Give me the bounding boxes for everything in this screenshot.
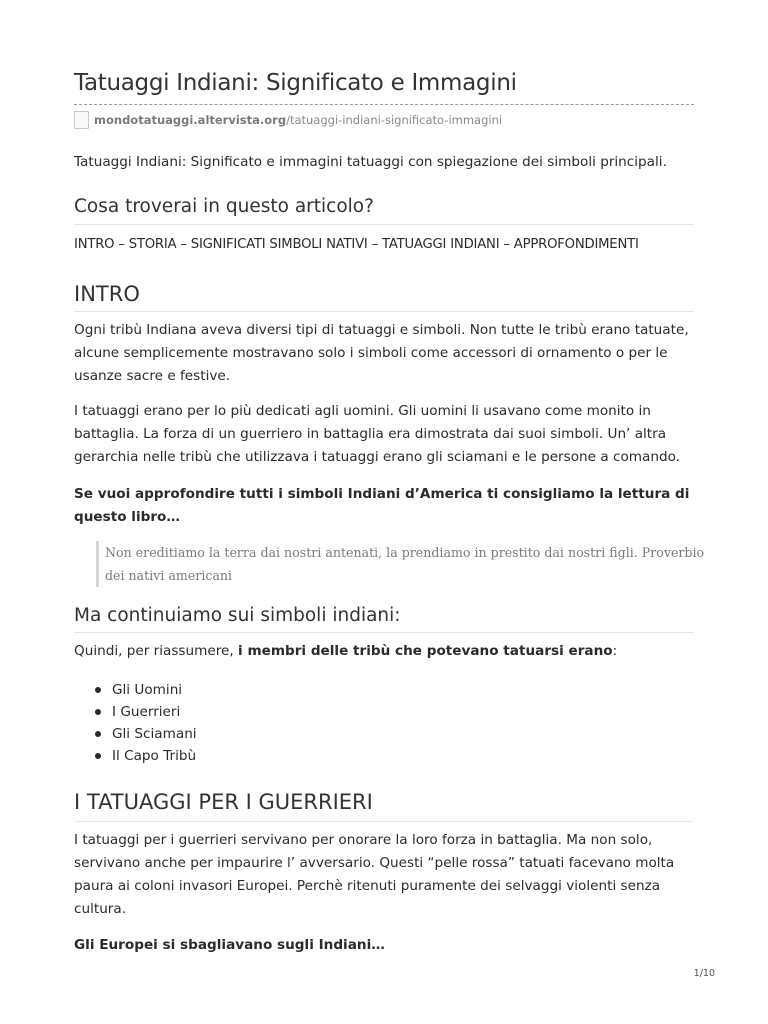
symbols-heading: Ma continuiamo sui simboli indiani:: [74, 605, 401, 626]
symbols-heading-divider: [74, 632, 694, 633]
toc-heading: Cosa troverai in questo articolo?: [74, 196, 374, 217]
intro-heading: INTRO: [74, 282, 140, 306]
warriors-heading-divider: [74, 821, 694, 822]
list-item-label: Gli Uomini: [112, 682, 183, 698]
bullet-icon: [95, 687, 101, 693]
favicon-icon: [74, 111, 89, 129]
toc-items: INTRO – STORIA – SIGNIFICATI SIMBOLI NATIVI – TATUAGGI INDIANI – APPROFONDIMENTI: [74, 237, 639, 252]
quote-block: Non ereditiamo la terra dai nostri antenati, la prendiamo in prestito dai nostri figli. Proverbio dei nativi americani: [96, 541, 705, 587]
symbols-lead-end: :: [612, 643, 618, 659]
list-item-label: Il Capo Tribù: [112, 748, 197, 764]
toc-heading-divider: [74, 224, 694, 225]
warriors-bold-note: Gli Europei si sbagliavano sugli Indiani…: [74, 937, 385, 953]
bullet-icon: [95, 709, 101, 715]
symbols-lead-plain: Quindi, per riassumere,: [74, 643, 239, 659]
list-item: [74, 745, 197, 767]
bullet-icon: [95, 731, 101, 737]
intro-heading-divider: [74, 311, 694, 312]
page-number: 1/10: [693, 968, 715, 979]
bullet-icon: [95, 753, 101, 759]
intro-line: Tatuaggi Indiani: Significato e immagini tatuaggi con spiegazione dei simboli principali.: [74, 154, 667, 170]
source-url[interactable]: [74, 110, 502, 130]
page-title: Tatuaggi Indiani: Significato e Immagini: [74, 70, 517, 96]
list-item: [74, 723, 197, 745]
intro-bold-note: Se vuoi approfondire tutti i simboli Indiani d’America ti consigliamo la lettura di questo libro…: [74, 486, 690, 525]
symbols-lead-bold: i membri delle tribù che potevano tatuarsi erano: [238, 643, 613, 659]
list-item: [74, 701, 197, 723]
warriors-paragraph: I tatuaggi per i guerrieri servivano per onorare la loro forza in battaglia. Ma non solo, servivano anche per impaurire l’ avversario. Questi “pelle rossa” tatuati facevano molta paura ai coloni invasori Europei. Perchè ritenuti puramente dei selvaggi violenti senza cultura.: [74, 832, 675, 917]
intro-paragraph-2: I tatuaggi erano per lo più dedicati agli uomini. Gli uomini li usavano come monito in battaglia. La forza di un guerriero in battaglia era dimostrata dai suoi simboli. Un’ altra gerarchia nelle tribù che utilizzava i tatuaggi erano gli sciamani e le persone a comando.: [74, 403, 681, 465]
members-list: [74, 679, 197, 767]
list-item: [74, 679, 197, 701]
source-domain[interactable]: mondotatuaggi.altervista.org: [94, 113, 287, 127]
list-item-label: Gli Sciamani: [112, 726, 197, 742]
list-item-label: I Guerrieri: [112, 704, 181, 720]
symbols-lead: [74, 640, 694, 663]
warriors-heading: I TATUAGGI PER I GUERRIERI: [74, 790, 373, 814]
source-path[interactable]: /tatuaggi-indiani-significato-immagini: [286, 113, 503, 127]
title-divider: [74, 104, 694, 105]
intro-paragraph-1: Ogni tribù Indiana aveva diversi tipi di tatuaggi e simboli. Non tutte le tribù erano tatuate, alcune semplicemente mostravano solo i simboli come accessori di ornamento o per le usanze sacre e festive.: [74, 322, 689, 384]
